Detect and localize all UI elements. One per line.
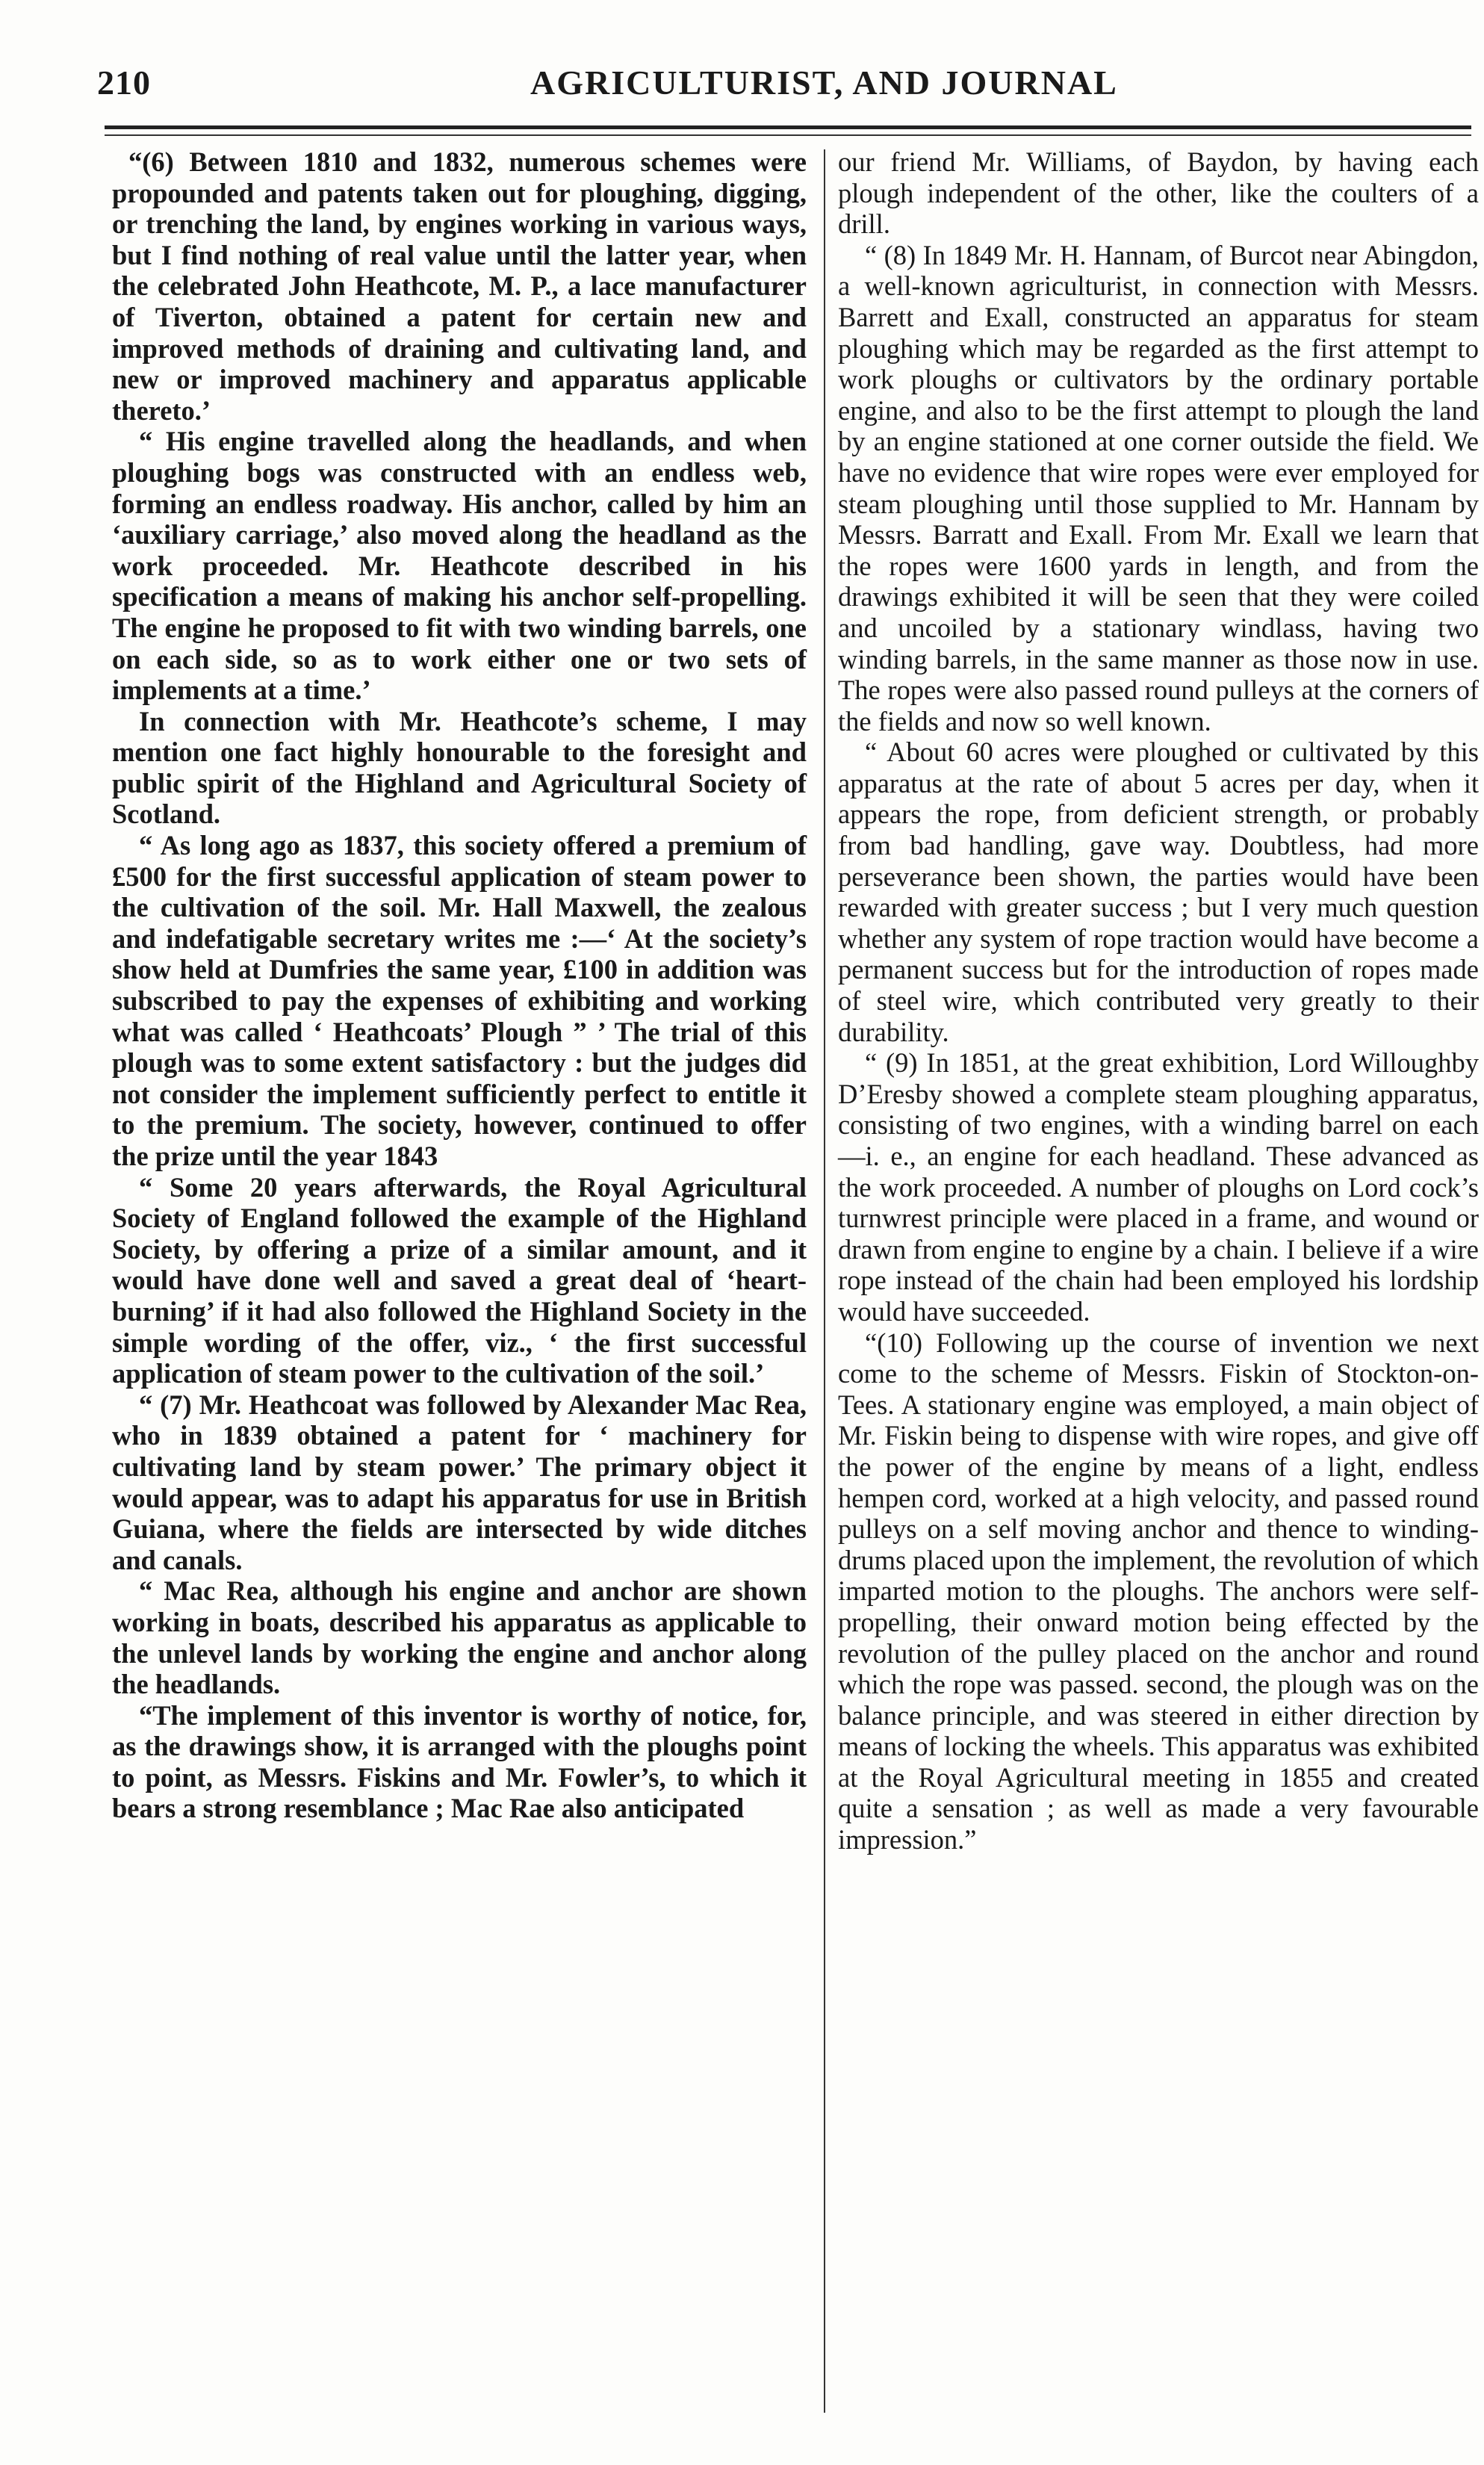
column-divider	[824, 149, 825, 2413]
paragraph: “ His engine travelled along the headlands, and when ploughing bogs was constructed with an endless web, forming an endless roadway. His anchor, called by him an ‘auxiliary carriage,’ also moved along the headland as the work proceeded. Mr. Heathcote described in his specification a means of making his anchor self-propelling. The engine he proposed to fit with two winding barrels, one on each side, so as to work either one or two sets of implements at a time.’	[112, 426, 807, 706]
paragraph: “(10) Following up the course of invention we next come to the scheme of Messrs. Fiskin of Stockton-on-Tees. A stationary engine was employed, a main object of Mr. Fiskin being to dispense with wire ropes, and give off the power of the engine by means of a light, endless hempen cord, worked at a high velocity, and passed round pulleys on a self moving anchor and thence to winding-drums placed upon the implement, the revolution of which imparted motion to the ploughs. The anchors were self-propelling, their onward motion being effected by the revolution of the pulley placed on the anchor and round which the rope was passed. second, the plough was on the balance principle, and was steered in either direction by means of locking the wheels. This apparatus was exhibited at the Royal Agricultural meeting in 1855 and created quite a sensation ; as well as made a very favourable impression.”	[838, 1327, 1479, 1855]
paragraph: In connection with Mr. Heathcote’s scheme, I may mention one fact highly honourable to the foresight and public spirit of the Highland and Agricultural Society of Scotland.	[112, 705, 807, 830]
paragraph: “ As long ago as 1837, this society offered a premium of £500 for the first successful application of steam power to the cultivation of the soil. Mr. Hall Maxwell, the zealous and indefatigable secretary writes me :—‘ At the society’s show held at Dumfries the same year, £100 in addition was subscribed to pay the expenses of exhibiting and working what was called ‘ Heathcoats’ Plough ” ’ The trial of this plough was to some extent satisfactory : but the judges did not consider the implement sufficiently perfect to entitle it to the premium. The society, however, continued to offer the prize until the year 1843	[112, 830, 807, 1171]
paragraph: “ Some 20 years afterwards, the Royal Agricultural Society of England followed the example of the Highland Society, by offering a prize of a similar amount, and it would have done well and saved a great deal of ‘heart-burning’ if it had also followed the Highland Society in the simple wording of the offer, viz., ‘ the first successful application of steam power to the cultivation of the soil.’	[112, 1171, 807, 1389]
header-rule-thin	[105, 134, 1471, 136]
page-header	[97, 58, 1464, 118]
paragraph: our friend Mr. Williams, of Baydon, by having each plough independent of the other, like the coulters of a drill.	[838, 146, 1479, 240]
paragraph: “ (8) In 1849 Mr. H. Hannam, of Burcot near Abingdon, a well-known agriculturist, in connection with Messrs. Barrett and Exall, constructed an apparatus for steam ploughing which may be regarded as the first attempt to work ploughs or cultivators by the ordinary portable engine, and also to be the first attempt to plough the land by an engine stationed at one corner outside the field. We have no evidence that wire ropes were ever employed for steam ploughing until those supplied to Mr. Hannam by Messrs. Barratt and Exall. From Mr. Exall we learn that the ropes were 1600 yards in length, and from the drawings exhibited it will be seen that they were coiled and uncoiled by a stationary windlass, having two winding barrels, in the same manner as those now in use. The ropes were also passed round pulleys at the corners of the fields and now so well known.	[838, 239, 1479, 737]
running-head: AGRICULTURIST, AND JOURNAL	[530, 63, 1118, 102]
paragraph: “The implement of this inventor is worthy of notice, for, as the drawings show, it is arranged with the ploughs point to point, as Messrs. Fiskins and Mr. Fowler’s, to which it bears a strong resemblance ; Mac Rae also anticipated	[112, 1699, 807, 1824]
paragraph: “ (9) In 1851, at the great exhibition, Lord Willoughby D’Eresby showed a complete steam ploughing apparatus, consisting of two engines, with a winding barrel on each—i. e., an engine for each headland. These advanced as the work proceeded. A number of ploughs on Lord cock’s turnwrest principle were placed in a frame, and wound or drawn from engine to engine by a chain. I believe if a wire rope instead of the chain had been employed his lordship would have succeeded.	[838, 1047, 1479, 1327]
header-rule-thick	[105, 125, 1471, 129]
paragraph: “(6) Between 1810 and 1832, numerous schemes were propounded and patents taken out for ploughing, digging, or trenching the land, by engines working in various ways, but I find nothing of real value until the latter year, when the celebrated John Heathcote, M. P., a lace manufacturer of Tiverton, obtained a patent for certain new and improved methods of draining and cultivating land, and new or improved machinery and apparatus applicable thereto.’	[112, 146, 807, 426]
paragraph: “ About 60 acres were ploughed or cultivated by this apparatus at the rate of about 5 acres per day, when it appears the rope, from deficient strength, or probably from bad handling, gave way. Doubtless, had more perseverance been shown, the parties would have been rewarded with greater success ; but I very much question whether any system of rope traction would have become a permanent success but for the introduction of ropes made of steel wire, which contributed very greatly to their durability.	[838, 737, 1479, 1047]
right-column	[838, 146, 1479, 1855]
paragraph: “ (7) Mr. Heathcoat was followed by Alexander Mac Rea, who in 1839 obtained a patent for ‘ machinery for cultivating land by steam power.’ The primary object it would appear, was to adapt his apparatus for use in British Guiana, where the fields are intersected by wide ditches and canals.	[112, 1389, 807, 1575]
left-column	[112, 146, 807, 1824]
paragraph: “ Mac Rea, although his engine and anchor are shown working in boats, described his apparatus as applicable to the unlevel lands by working the engine and anchor along the headlands.	[112, 1575, 807, 1700]
page-number: 210	[97, 63, 151, 102]
